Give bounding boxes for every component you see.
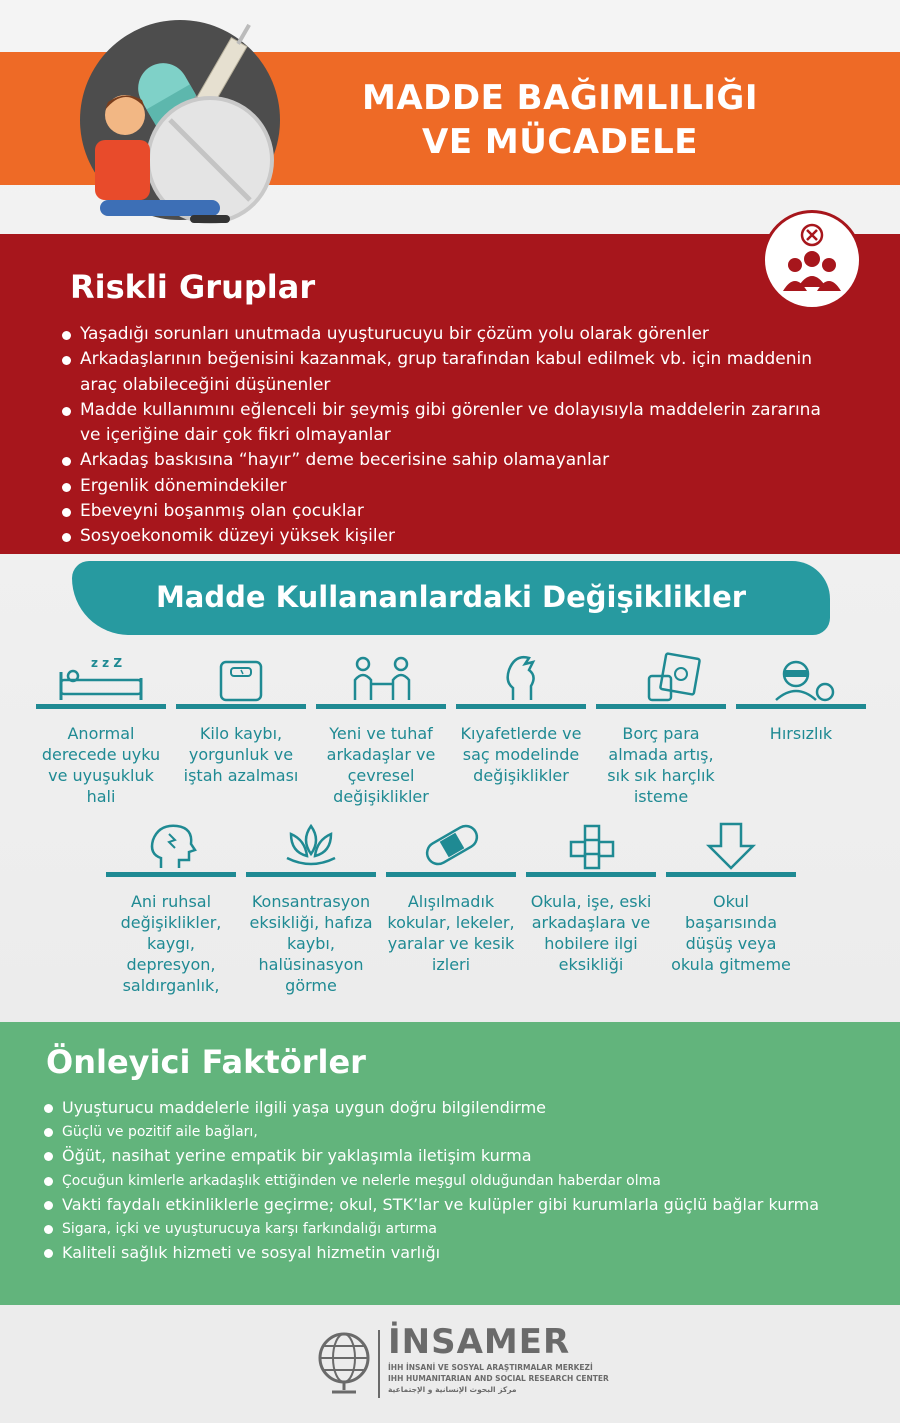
- list-item: Sigara, içki ve uyuşturucuya karşı farkındalığı artırma: [44, 1217, 884, 1241]
- change-label: Kıyafetlerde ve saç modelinde değişiklikler: [460, 724, 582, 785]
- change-item-mental: [106, 820, 236, 996]
- list-item: Çocuğun kimlerle arkadaşlık ettiğinden ve nelerle meşgul olduğundan haberdar olma: [44, 1169, 884, 1193]
- lotus-icon: [261, 820, 361, 870]
- change-label: Borç para almada artış, sık sık harçlık isteme: [607, 724, 715, 806]
- divider: [316, 704, 446, 709]
- change-item-marks: [386, 820, 516, 975]
- change-label: Ani ruhsal değişiklikler, kaygı, depresyon, saldırganlık,: [120, 892, 222, 995]
- list-item: Sosyoekonomik düzeyi yüksek kişiler: [62, 524, 842, 549]
- change-label: Anormal derecede uyku ve uyuşukluk hali: [41, 724, 161, 806]
- list-item: Arkadaşlarının beğenisini kazanmak, grup tarafından kabul edilmek vb. için maddenin araç olabileceğini düşünenler: [62, 347, 842, 398]
- divider: [456, 704, 586, 709]
- list-item: Ebeveyni boşanmış olan çocuklar: [62, 499, 842, 524]
- logo-divider: [378, 1330, 380, 1398]
- list-item: Uyuşturucu maddelerle ilgili yaşa uygun doğru bilgilendirme: [44, 1096, 884, 1120]
- list-item: Ergenlik dönemindekiler: [62, 474, 842, 499]
- divider: [526, 872, 656, 877]
- hair-icon: [471, 652, 571, 702]
- list-item: Kaliteli sağlık hizmeti ve sosyal hizmetin varlığı: [44, 1241, 884, 1265]
- divider: [666, 872, 796, 877]
- preventive-heading: Önleyici Faktörler: [46, 1043, 366, 1081]
- list-item: Madde kullanımını eğlenceli bir şeymiş gibi görenler ve dolayısıyla maddelerin zararına ve içeriğine dair çok fikri olmayanlar: [62, 398, 842, 449]
- logo-name: İNSAMER: [388, 1322, 571, 1362]
- risk-groups-list: [62, 322, 842, 550]
- list-item: Vakti faydalı etkinliklerle geçirme; okul, STK’lar ve kulüpler gibi kurumlarla güçlü bağlar kurma: [44, 1193, 884, 1217]
- thief-icon: [751, 652, 851, 702]
- bandage-icon: [401, 820, 501, 870]
- down-arrow-icon: [681, 820, 781, 870]
- change-label: Alışılmadık kokular, lekeler, yaralar ve kesik izleri: [387, 892, 515, 974]
- risk-groups-heading: Riskli Gruplar: [70, 268, 316, 306]
- list-item: Öğüt, nasihat yerine empatik bir yaklaşımla iletişim kurma: [44, 1144, 884, 1168]
- change-label: Okul başarısında düşüş veya okula gitmeme: [671, 892, 791, 974]
- change-label: Hırsızlık: [769, 724, 833, 743]
- change-item-friends: [316, 652, 446, 807]
- divider: [36, 704, 166, 709]
- change-label: Konsantrasyon eksikliği, hafıza kaybı, halüsinasyon görme: [249, 892, 373, 995]
- change-label: Yeni ve tuhaf arkadaşlar ve çevresel değişiklikler: [326, 724, 436, 806]
- divider: [246, 872, 376, 877]
- people-icon: [331, 652, 431, 702]
- change-item-interest: [526, 820, 656, 975]
- divider: [176, 704, 306, 709]
- addiction-illustration: [70, 20, 290, 230]
- change-label: Kilo kaybı, yorgunluk ve iştah azalması: [183, 724, 299, 785]
- page-title-line1: MADDE BAĞIMLILIĞI: [362, 78, 758, 118]
- head-icon: [121, 820, 221, 870]
- risk-badge: [762, 210, 862, 310]
- change-item-money: [596, 652, 726, 807]
- scale-icon: [191, 652, 291, 702]
- change-item-weight: [176, 652, 306, 786]
- logo-subtitle-ar: مركز البحوث الإنسانية و الإجتماعية: [388, 1385, 517, 1394]
- list-item: Yaşadığı sorunları unutmada uyuşturucuyu bir çözüm yolu olarak görenler: [62, 322, 842, 347]
- list-item: Güçlü ve pozitif aile bağları,: [44, 1120, 884, 1144]
- divider: [596, 704, 726, 709]
- preventive-list: [44, 1096, 884, 1265]
- group-danger-icon: [765, 213, 859, 307]
- page-title-line2: VE MÜCADELE: [422, 122, 698, 162]
- change-item-theft: [736, 652, 866, 744]
- divider: [106, 872, 236, 877]
- change-item-school: [666, 820, 796, 975]
- logo-subtitle-en: IHH HUMANITARIAN AND SOCIAL RESEARCH CENTER: [388, 1374, 609, 1383]
- list-item: Arkadaş baskısına “hayır” deme becerisine sahip olamayanlar: [62, 448, 842, 473]
- puzzle-icon: [541, 820, 641, 870]
- sleep-icon: [51, 652, 151, 702]
- changes-heading: Madde Kullananlardaki Değişiklikler: [155, 580, 747, 614]
- change-label: Okula, işe, eski arkadaşlara ve hobilere ilgi eksikliği: [530, 892, 652, 974]
- svg-text:z z Z: z z Z: [91, 656, 123, 670]
- money-icon: [611, 652, 711, 702]
- logo-subtitle-tr: İHH İNSANİ VE SOSYAL ARAŞTIRMALAR MERKEZİ: [388, 1363, 593, 1372]
- divider: [386, 872, 516, 877]
- change-item-appearance: [456, 652, 586, 786]
- change-item-concentration: [246, 820, 376, 996]
- globe-icon: [314, 1328, 374, 1398]
- divider: [736, 704, 866, 709]
- change-item-sleep: [36, 652, 166, 807]
